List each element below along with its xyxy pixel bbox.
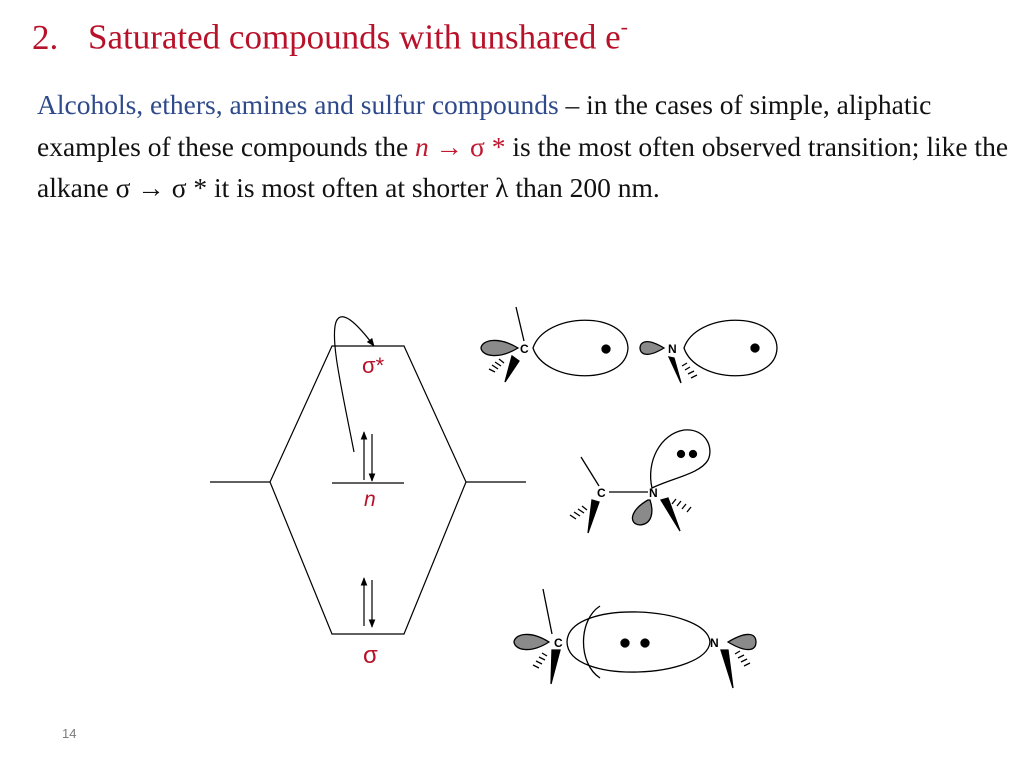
lambda-symbol: λ (495, 172, 509, 203)
excitation-arrow (334, 317, 374, 452)
orbital-sketch-3 (514, 589, 756, 688)
n-level-label: n (364, 488, 376, 511)
nitrogen-label-1: N (668, 342, 677, 356)
title-number: 2. (32, 17, 59, 57)
carbon-label-2: C (597, 486, 606, 500)
title-superscript: - (620, 14, 628, 39)
compound-classes: Alcohols, ethers, amines and sulfur compounds (37, 89, 559, 120)
carbon-label-1: C (520, 342, 529, 356)
body-text-4: than 200 nm. (508, 172, 660, 203)
body-text-2: is the most often observed transition; like the alkane (37, 130, 1009, 203)
carbon-label-3: C (554, 636, 563, 650)
nitrogen-label-3: N (710, 636, 719, 650)
arrow-symbol: → (435, 130, 464, 162)
nitrogen-label-2: N (649, 486, 658, 500)
body-text-1: in the cases of simple, aliphatic examples of these compounds the (37, 89, 932, 162)
arrow-symbol-2: → (137, 172, 165, 203)
sigma-star-symbol-2: σ * (171, 172, 208, 203)
dash: – (558, 89, 587, 120)
sigma-star-level-label: σ* (362, 353, 385, 378)
sigma-level-label: σ (363, 642, 378, 669)
page-number: 14 (62, 726, 77, 741)
body-text-3: it is most often at shorter (207, 172, 496, 203)
sigma-star-symbol: σ * (470, 130, 506, 162)
sigma-symbol-1: σ (115, 172, 131, 203)
orbital-sketch-2 (570, 430, 710, 533)
n-symbol: n (415, 130, 429, 162)
title-text: Saturated compounds with unshared e (88, 17, 621, 57)
